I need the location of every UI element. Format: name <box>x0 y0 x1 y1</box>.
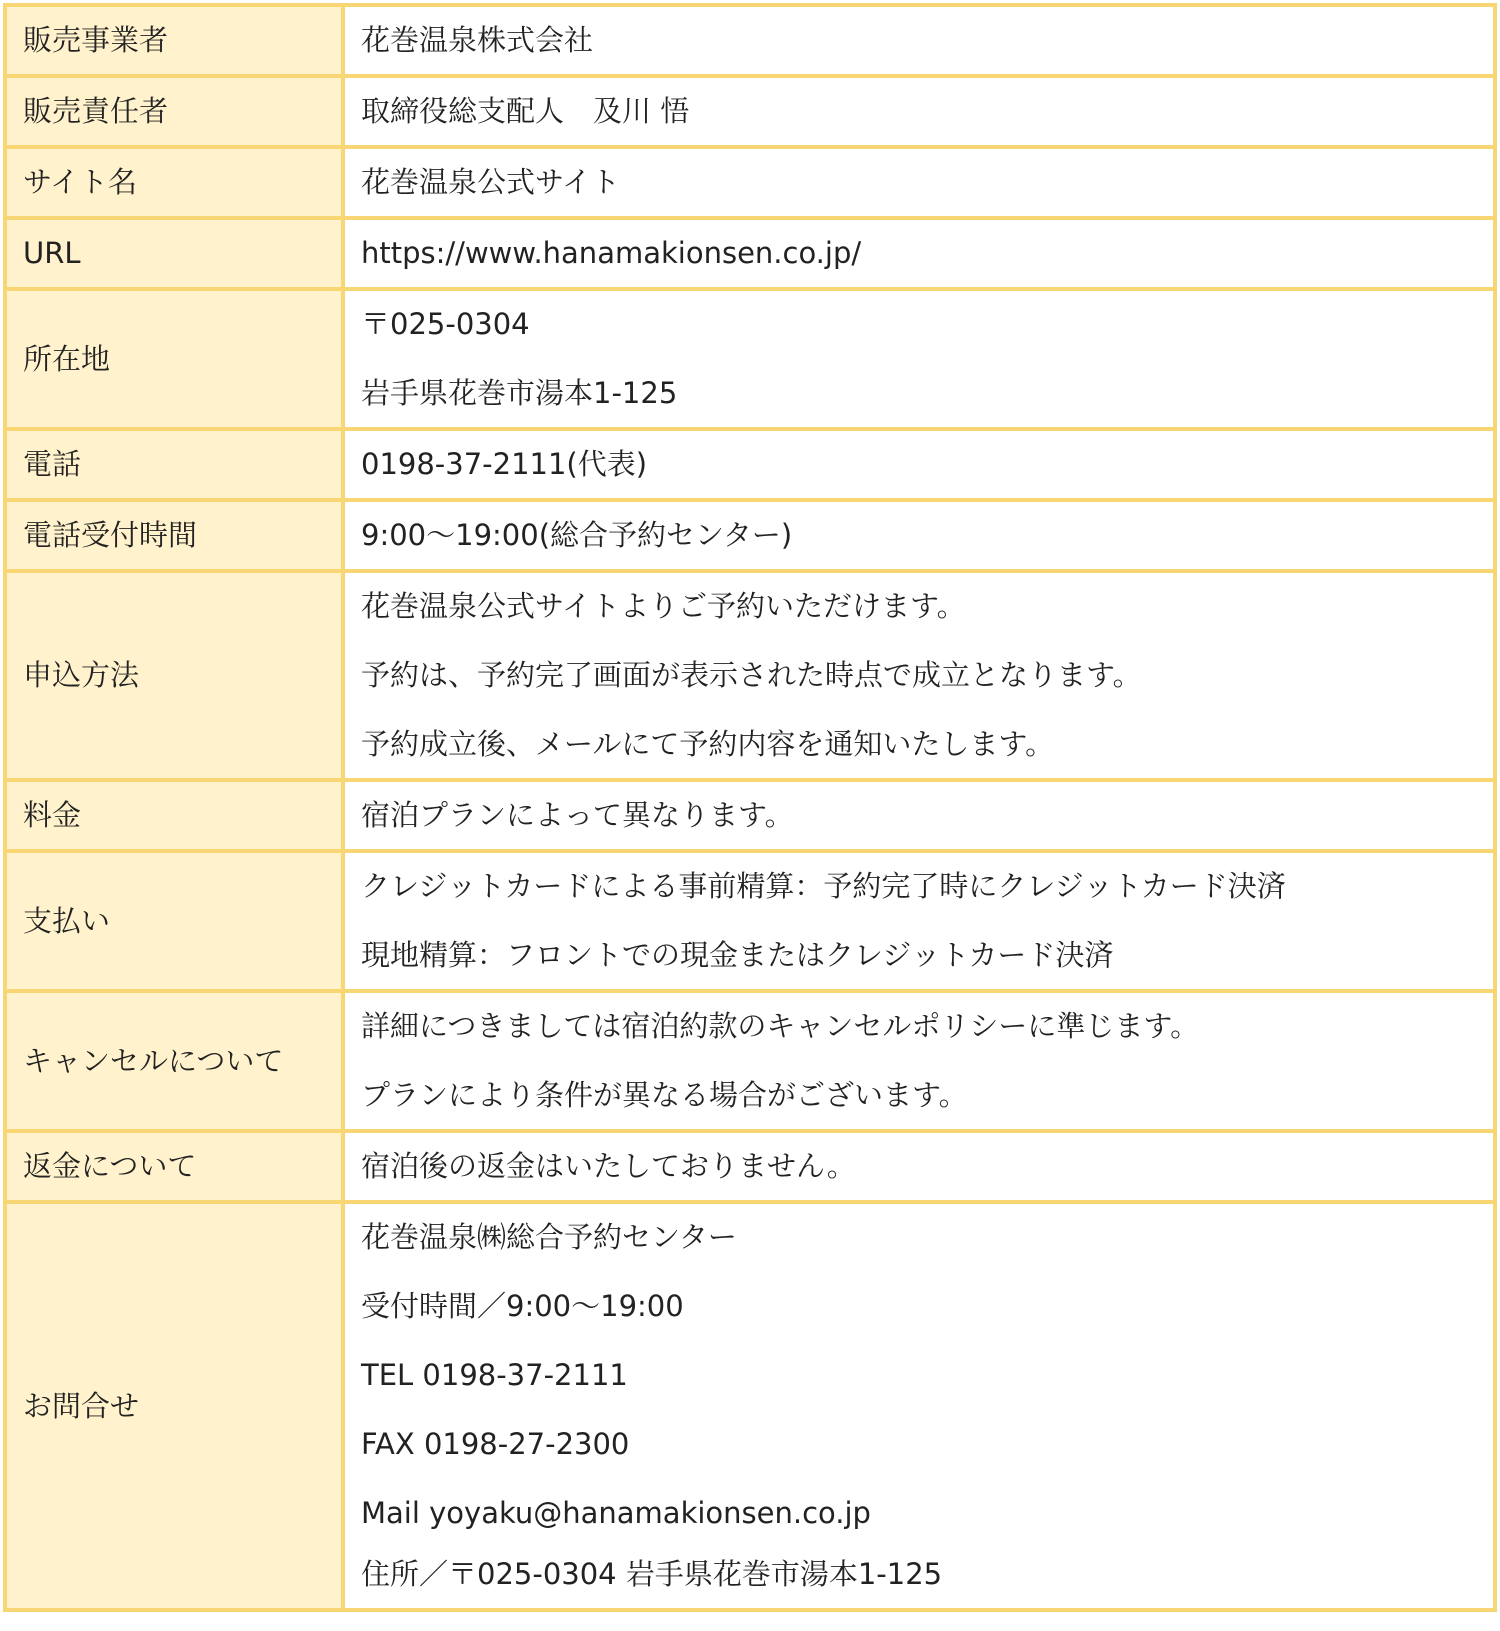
row-label: 申込方法 <box>5 571 343 780</box>
row-value <box>343 1202 1495 1610</box>
table-row-payment <box>5 851 1495 991</box>
url-text: https://www.hanamakionsen.co.jp/ <box>361 236 862 270</box>
business-info-table <box>3 3 1497 1612</box>
value-line: 0198-37-2111(代表) <box>361 447 648 481</box>
contact-address: 住所／〒025-0304 岩手県花巻市湯本1-125 <box>361 1557 943 1591</box>
table-row-address <box>5 289 1495 429</box>
value-line: 予約は、予約完了画面が表示された時点で成立となります。 <box>361 658 1142 692</box>
row-value <box>343 218 1495 289</box>
value-line: 岩手県花巻市湯本1-125 <box>361 376 678 410</box>
row-value <box>343 76 1495 147</box>
value-line: 花巻温泉公式サイトよりご予約いただけます。 <box>361 589 966 623</box>
row-label: 返金について <box>5 1131 343 1202</box>
contact-hours: 受付時間／9:00〜19:00 <box>361 1289 684 1323</box>
row-label: 電話受付時間 <box>5 500 343 571</box>
value-line: クレジットカードによる事前精算：予約完了時にクレジットカード決済 <box>361 869 1286 903</box>
contact-mail: Mail yoyaku@hanamakionsen.co.jp <box>361 1496 871 1530</box>
value-line: プランにより条件が異なる場合がございます。 <box>361 1078 968 1112</box>
row-label: 販売責任者 <box>5 76 343 147</box>
row-value <box>343 780 1495 851</box>
table-row-contact <box>5 1202 1495 1610</box>
row-value <box>343 571 1495 780</box>
row-value <box>343 429 1495 500</box>
row-label: 支払い <box>5 851 343 991</box>
row-value <box>343 500 1495 571</box>
row-label: 販売事業者 <box>5 5 343 76</box>
contact-center-name: 花巻温泉㈱総合予約センター <box>361 1220 737 1254</box>
row-label: キャンセルについて <box>5 991 343 1131</box>
row-label: 所在地 <box>5 289 343 429</box>
value-line: 予約成立後、メールにて予約内容を通知いたします。 <box>361 727 1055 761</box>
row-value <box>343 5 1495 76</box>
value-line: 詳細につきましては宿泊約款のキャンセルポリシーに準じます。 <box>361 1009 1200 1043</box>
value-line: 花巻温泉公式サイト <box>361 165 620 199</box>
contact-fax: FAX 0198-27-2300 <box>361 1427 630 1461</box>
row-value <box>343 991 1495 1131</box>
row-label: URL <box>5 218 343 289</box>
table-row-refund <box>5 1131 1495 1202</box>
value-line: 9:00〜19:00(総合予約センター) <box>361 518 793 552</box>
row-label: お問合せ <box>5 1202 343 1610</box>
row-label: サイト名 <box>5 147 343 218</box>
table-row-responsible <box>5 76 1495 147</box>
table-row-phone <box>5 429 1495 500</box>
row-value <box>343 851 1495 991</box>
row-value <box>343 147 1495 218</box>
table-row-cancellation <box>5 991 1495 1131</box>
value-line: 宿泊後の返金はいたしておりません。 <box>361 1149 856 1183</box>
value-line: 宿泊プランによって異なります。 <box>361 798 794 832</box>
table-row-application <box>5 571 1495 780</box>
value-line: 現地精算：フロントでの現金またはクレジットカード決済 <box>361 938 1114 972</box>
row-value <box>343 289 1495 429</box>
value-line: 取締役総支配人 及川 悟 <box>361 94 690 128</box>
table-row-site-name <box>5 147 1495 218</box>
table-row-price <box>5 780 1495 851</box>
row-label: 電話 <box>5 429 343 500</box>
table-row-seller <box>5 5 1495 76</box>
row-label: 料金 <box>5 780 343 851</box>
contact-tel: TEL 0198-37-2111 <box>361 1358 628 1392</box>
table-row-phone-hours <box>5 500 1495 571</box>
table-row-url <box>5 218 1495 289</box>
value-line: 〒025-0304 <box>361 307 530 341</box>
row-value <box>343 1131 1495 1202</box>
value-line: 花巻温泉株式会社 <box>361 23 594 57</box>
